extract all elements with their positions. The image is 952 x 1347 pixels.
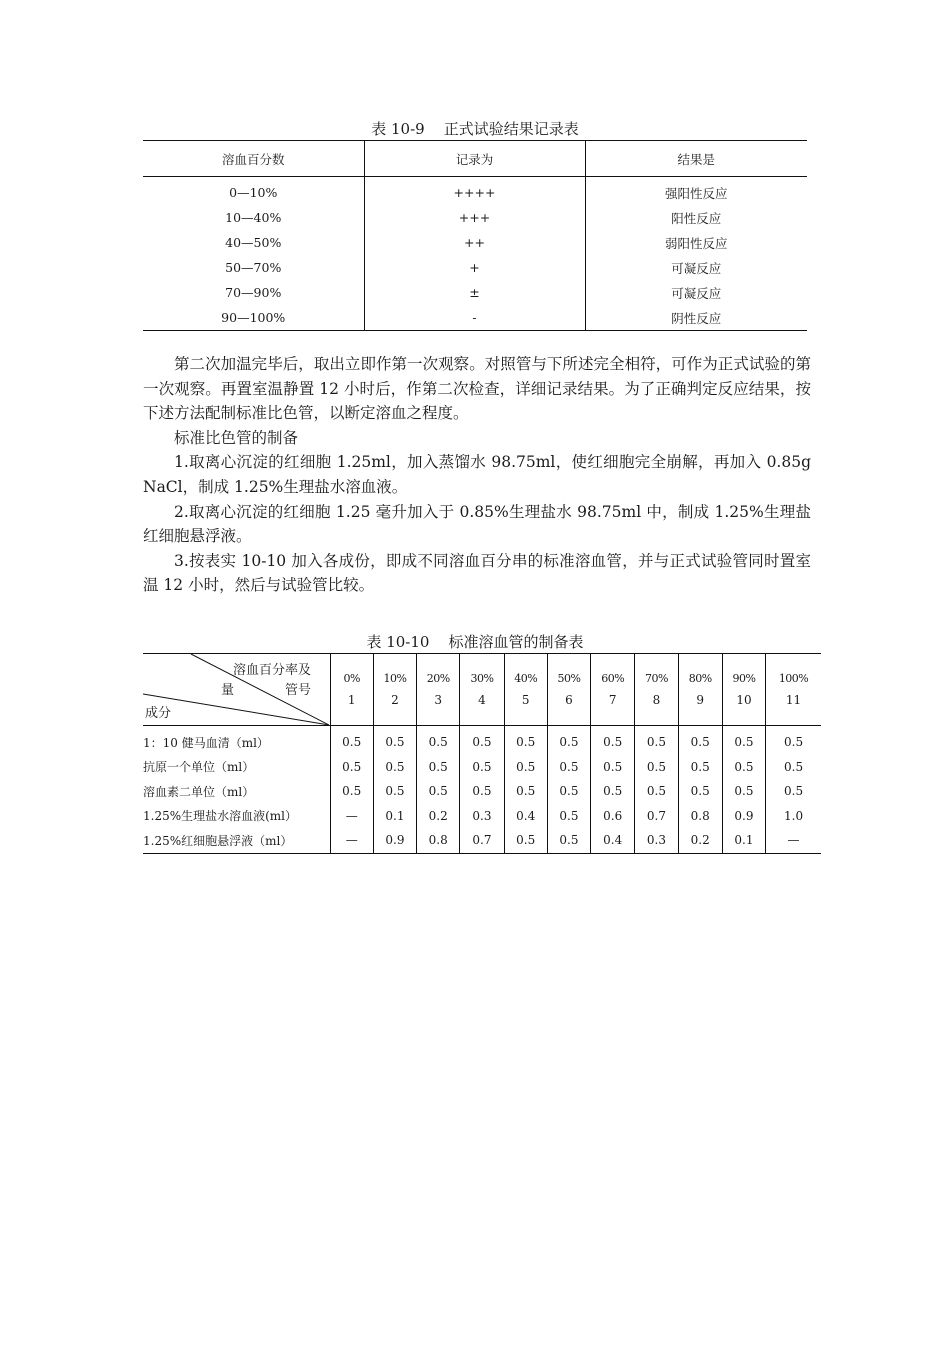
- cell: 0.5: [504, 828, 547, 853]
- cell: ++++: [364, 177, 585, 206]
- cell: 0.5: [417, 755, 460, 780]
- cell: 0.5: [373, 755, 416, 780]
- standard-tube-table: [143, 653, 821, 854]
- results-table: [143, 140, 807, 331]
- table-row: [143, 804, 821, 829]
- cell: +: [364, 255, 585, 280]
- cell: 0.5: [504, 726, 547, 755]
- cell: 0.5: [722, 726, 765, 755]
- cell: 0.3: [635, 828, 678, 853]
- table-row: [143, 726, 821, 755]
- cell: 0.5: [460, 779, 504, 804]
- cell: 0.5: [547, 779, 590, 804]
- cell: 0.5: [330, 726, 373, 755]
- cell: +++: [364, 205, 585, 230]
- cell: 0.5: [460, 726, 504, 755]
- cell: 0.6: [591, 804, 635, 829]
- cell: —: [766, 828, 821, 853]
- paragraph: 2.取离心沉淀的红细胞 1.25 毫升加入于 0.85%生理盐水 98.75ml 中，制成 1.25%生理盐红细胞悬浮液。: [143, 502, 811, 546]
- cell: 0.8: [678, 804, 722, 829]
- cell: 40—50%: [143, 230, 364, 255]
- cell: 0.5: [784, 759, 804, 774]
- cell: 0.5: [547, 726, 590, 755]
- tube-header: 50% 6: [547, 654, 590, 726]
- cell: 0.5: [460, 755, 504, 780]
- cell: 0.5: [591, 779, 635, 804]
- row-label: 1：10 健马血清（ml）: [143, 726, 330, 755]
- tube-header: 100% 11: [766, 654, 821, 726]
- tube-header: 30% 4: [460, 654, 504, 726]
- cell: 0.5: [547, 828, 590, 853]
- table2-body: [143, 726, 821, 854]
- table-row: [143, 280, 807, 305]
- body-text: [143, 352, 811, 598]
- corner-label-top: 溶血百分率及: [233, 663, 312, 678]
- corner-label-mid-left: 量: [221, 683, 235, 698]
- paragraph: 3.按表实 10-10 加入各成份，即成不同溶血百分串的标准溶血管，并与正式试验管同时置室温 12 小时，然后与试验管比较。: [143, 551, 811, 595]
- tube-header: 90% 10: [722, 654, 765, 726]
- cell: 0.5: [678, 726, 722, 755]
- row-label: 1.25%生理盐水溶血液(ml）: [143, 804, 330, 829]
- cell: 0—10%: [143, 177, 364, 206]
- table-row: [143, 255, 807, 280]
- cell: 0.5: [373, 779, 416, 804]
- cell: 0.5: [417, 779, 460, 804]
- cell: 0.7: [635, 804, 678, 829]
- cell: 0.5: [504, 779, 547, 804]
- cell: -: [364, 305, 585, 331]
- tube-header: 40% 5: [504, 654, 547, 726]
- cell: 0.5: [722, 779, 765, 804]
- cell: 10—40%: [143, 205, 364, 230]
- cell: 0.5: [373, 726, 416, 755]
- row-label: 溶血素二单位（ml）: [143, 779, 330, 804]
- cell: 阳性反应: [671, 210, 722, 226]
- table-row: [143, 828, 821, 853]
- tube-header: 60% 7: [591, 654, 635, 726]
- header-hemolysis-percent: 溶血百分数: [143, 141, 364, 177]
- cell: 可凝反应: [671, 260, 722, 276]
- cell: 0.5: [504, 755, 547, 780]
- header-recorded-as: 记录为: [364, 141, 585, 177]
- cell: 0.9: [722, 804, 765, 829]
- cell: 0.4: [591, 828, 635, 853]
- table2-caption: 表 10-10 标准溶血管的制备表: [366, 633, 584, 651]
- cell: 0.2: [417, 804, 460, 829]
- cell: 0.5: [547, 755, 590, 780]
- table-row: [143, 755, 821, 780]
- cell: 0.1: [373, 804, 416, 829]
- table-row: [143, 230, 807, 255]
- cell: ±: [364, 280, 585, 305]
- cell: ++: [364, 230, 585, 255]
- cell: 0.2: [678, 828, 722, 853]
- paragraph: 标准比色管的制备: [174, 428, 299, 447]
- cell: 0.5: [591, 726, 635, 755]
- cell: 0.5: [417, 726, 460, 755]
- corner-label-bottom: 成分: [145, 706, 172, 721]
- table1-caption: 表 10-9 正式试验结果记录表: [371, 120, 579, 138]
- cell: 50—70%: [143, 255, 364, 280]
- cell: 90—100%: [143, 305, 364, 331]
- row-label: 1.25%红细胞悬浮液（ml）: [143, 828, 330, 853]
- cell: 0.5: [722, 755, 765, 780]
- cell: 0.5: [784, 784, 804, 799]
- tube-header: 10% 2: [373, 654, 416, 726]
- cell: 70—90%: [143, 280, 364, 305]
- cell: 1.0: [784, 808, 804, 823]
- tube-header: 80% 9: [678, 654, 722, 726]
- header-result: 结果是: [585, 141, 807, 177]
- table-row: [143, 779, 821, 804]
- tube-header: 20% 3: [417, 654, 460, 726]
- tube-header: 0% 1: [330, 654, 373, 726]
- table-row: [143, 205, 807, 230]
- cell: 0.1: [722, 828, 765, 853]
- paragraph: 1.取离心沉淀的红细胞 1.25ml，加入蒸馏水 98.75ml，使红细胞完全崩解，再加入 0.85g NaCl，制成 1.25%生理盐水溶血液。: [143, 453, 811, 496]
- cell: 阴性反应: [585, 305, 807, 331]
- cell: 0.5: [330, 779, 373, 804]
- cell: 0.5: [635, 755, 678, 780]
- cell: 0.8: [417, 828, 460, 853]
- corner-label-mid-right: 管号: [285, 683, 312, 698]
- cell: 0.5: [635, 779, 678, 804]
- cell: 0.5: [784, 735, 804, 750]
- cell: 0.7: [460, 828, 504, 853]
- cell: 0.5: [330, 755, 373, 780]
- cell: 强阳性反应: [664, 185, 728, 201]
- paragraph: 第二次加温完毕后，取出立即作第一次观察。对照管与下所述完全相符，可作为正式试验的第一次观察。再置室温静置 12 小时后，作第二次检查，详细记录结果。为了正确判定反应结果，按下述方法配制标准比色管，以断定溶血之程度。: [143, 355, 811, 423]
- cell: —: [330, 804, 373, 829]
- table-row: [143, 305, 807, 331]
- cell: 0.5: [591, 755, 635, 780]
- cell: 0.5: [678, 755, 722, 780]
- tube-header: 70% 8: [635, 654, 678, 726]
- cell: 0.4: [504, 804, 547, 829]
- cell: 弱阳性反应: [664, 235, 728, 251]
- cell: 0.5: [678, 779, 722, 804]
- cell: 0.9: [373, 828, 416, 853]
- cell: 可凝反应: [671, 285, 722, 301]
- diagonal-header-cell: [143, 654, 330, 726]
- cell: —: [330, 828, 373, 853]
- cell: 0.3: [460, 804, 504, 829]
- table-row: [143, 177, 807, 206]
- cell: 0.5: [547, 804, 590, 829]
- cell: 0.5: [635, 726, 678, 755]
- row-label: 抗原一个单位（ml）: [143, 755, 330, 780]
